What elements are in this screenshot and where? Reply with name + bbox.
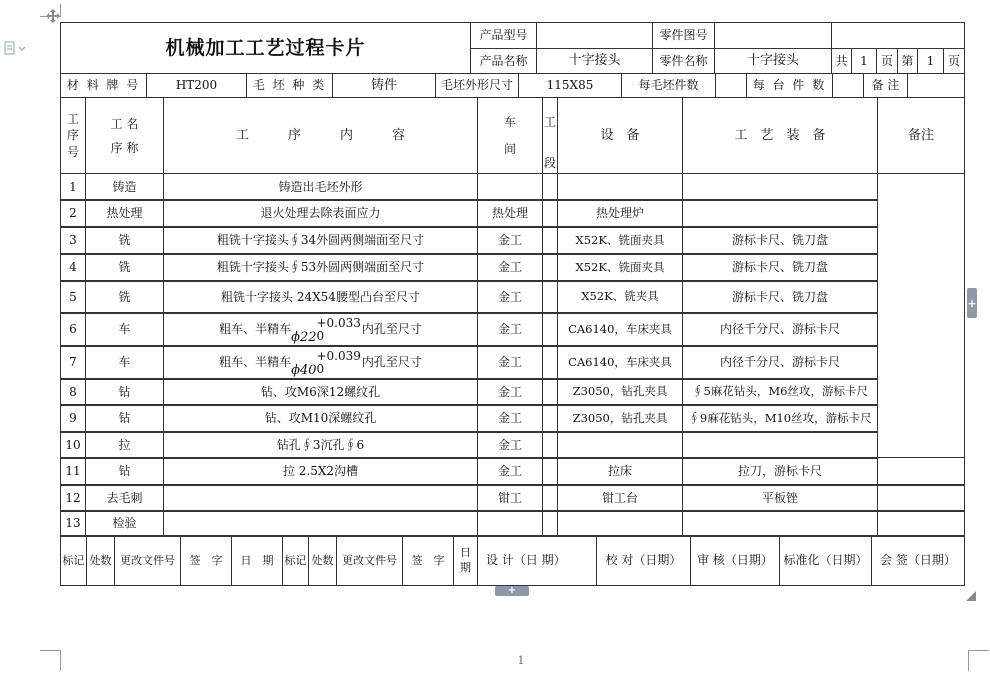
- row-remark[interactable]: [877, 484, 965, 512]
- column-workshop-header: [477, 97, 543, 174]
- diameter-value: ϕ40: [291, 363, 317, 379]
- row-name[interactable]: 去毛刺: [85, 484, 164, 512]
- row-tooling[interactable]: ∮5麻花钻头，M6丝攻，游标卡尺: [682, 378, 878, 406]
- page-title: 机械加工工艺过程卡片: [60, 22, 471, 74]
- page-unit: 页: [943, 48, 965, 74]
- row-workshop[interactable]: 金工: [477, 345, 543, 380]
- row-content[interactable]: [163, 484, 478, 512]
- row-remark[interactable]: [877, 510, 965, 537]
- column-name-header: [85, 97, 164, 174]
- row-section[interactable]: [542, 404, 558, 433]
- footer-date-char: 期: [460, 560, 471, 574]
- row-tooling[interactable]: [682, 510, 878, 537]
- row-no[interactable]: 2: [60, 199, 86, 228]
- row-name[interactable]: 钻: [85, 404, 164, 433]
- column-seq-char: 号: [66, 144, 79, 159]
- row-tooling[interactable]: [682, 199, 878, 228]
- row-workshop[interactable]: 金工: [477, 226, 543, 255]
- content-text: 内孔至尺寸: [361, 322, 422, 337]
- expand-right-handle[interactable]: +: [967, 288, 977, 318]
- row-name[interactable]: 车: [85, 345, 164, 380]
- page-number: 1: [517, 654, 525, 667]
- expand-bottom-handle[interactable]: +: [495, 586, 529, 596]
- row-name[interactable]: 钻: [85, 378, 164, 406]
- row-no[interactable]: 7: [60, 345, 86, 380]
- resize-corner-icon[interactable]: [966, 586, 976, 596]
- content-text: 粗车、半精车: [219, 322, 292, 337]
- row-no[interactable]: 13: [60, 510, 86, 537]
- row-no[interactable]: 4: [60, 253, 86, 282]
- column-seq-char: 工: [66, 112, 79, 127]
- per-blank-value[interactable]: [715, 73, 747, 98]
- product-name-value[interactable]: 十字接头: [536, 48, 653, 74]
- row-workshop[interactable]: [477, 173, 543, 201]
- material-grade-label: 材 料 牌 号: [60, 73, 147, 98]
- row-section[interactable]: [542, 345, 558, 380]
- column-equipment-header: 设 备: [557, 97, 683, 174]
- row-workshop[interactable]: 金工: [477, 457, 543, 486]
- blank-size-value[interactable]: 115X85: [518, 73, 622, 98]
- row-no[interactable]: 5: [60, 280, 86, 314]
- tolerance-upper: +0.039: [316, 348, 361, 363]
- row-equipment[interactable]: [557, 510, 683, 537]
- row-equipment[interactable]: Z3050，钻孔夹具: [557, 404, 683, 433]
- row-tooling[interactable]: 游标卡尺、铣刀盘: [682, 280, 878, 314]
- row-name[interactable]: 检验: [85, 510, 164, 537]
- document-icon[interactable]: [4, 40, 26, 54]
- row-equipment[interactable]: X52K、铣面夹具: [557, 253, 683, 282]
- row-tooling[interactable]: 游标卡尺、铣刀盘: [682, 253, 878, 282]
- part-drawing-label: 零件图号: [652, 22, 715, 49]
- row-no[interactable]: 10: [60, 431, 86, 459]
- page-value[interactable]: 1: [917, 48, 944, 74]
- row-no[interactable]: 9: [60, 404, 86, 433]
- row-section[interactable]: [542, 312, 558, 347]
- row-workshop[interactable]: 金工: [477, 253, 543, 282]
- footer-standard: 标准化（日期）: [779, 535, 872, 586]
- product-model-label: 产品型号: [470, 22, 537, 49]
- row-workshop[interactable]: 金工: [477, 280, 543, 314]
- row-no[interactable]: 8: [60, 378, 86, 406]
- row-equipment[interactable]: [557, 173, 683, 201]
- row-name[interactable]: 热处理: [85, 199, 164, 228]
- row-section[interactable]: [542, 484, 558, 512]
- row-equipment[interactable]: X52K、铣面夹具: [557, 226, 683, 255]
- row-workshop[interactable]: 热处理: [477, 199, 543, 228]
- per-unit-value[interactable]: [832, 73, 864, 98]
- row-section[interactable]: [542, 226, 558, 255]
- row-remark[interactable]: [877, 457, 965, 486]
- product-name-label: 产品名称: [470, 48, 537, 74]
- row-workshop[interactable]: 金工: [477, 404, 543, 433]
- total-unit: 页: [876, 48, 898, 74]
- remark-value[interactable]: [907, 73, 965, 98]
- row-section[interactable]: [542, 199, 558, 228]
- row-content[interactable]: 钻孔∮3沉孔∮6: [163, 431, 478, 459]
- remark-label: 备 注: [863, 73, 908, 98]
- crop-mark: [40, 4, 61, 17]
- row-tooling[interactable]: 平板锉: [682, 484, 878, 512]
- total-value[interactable]: 1: [851, 48, 877, 74]
- row-content[interactable]: 粗铣十字接头 24X54腰型凸台至尺寸: [163, 280, 478, 314]
- row-section[interactable]: [542, 510, 558, 537]
- column-seq-header: [60, 97, 86, 174]
- footer-countersign: 会 签（日期）: [871, 535, 965, 586]
- column-workshop-char: 间: [503, 141, 516, 156]
- row-content[interactable]: 钻、攻M10深螺纹孔: [163, 404, 478, 433]
- row-workshop[interactable]: 金工: [477, 431, 543, 459]
- remark-merged-cell[interactable]: [877, 173, 965, 458]
- row-content[interactable]: [163, 510, 478, 537]
- row-workshop[interactable]: 金工: [477, 312, 543, 347]
- row-section[interactable]: [542, 173, 558, 201]
- row-no[interactable]: 11: [60, 457, 86, 486]
- blank-size-label: 毛坯外形尺寸: [435, 73, 519, 98]
- material-grade-value[interactable]: HT200: [146, 73, 247, 98]
- row-equipment[interactable]: CA6140，车床夹具: [557, 312, 683, 347]
- part-name-value[interactable]: 十字接头: [714, 48, 832, 74]
- footer-date-1: 日 期: [231, 535, 283, 586]
- footer-date-2: [453, 535, 478, 586]
- row-section[interactable]: [542, 431, 558, 459]
- page-label: 第: [897, 48, 918, 74]
- column-content-header: 工 序 内 容: [163, 97, 478, 174]
- row-name[interactable]: 钻: [85, 457, 164, 486]
- row-no[interactable]: 12: [60, 484, 86, 512]
- part-drawing-value[interactable]: [714, 22, 832, 49]
- tolerance-lower: 0: [316, 361, 325, 376]
- row-content[interactable]: 退火处理去除表面应力: [163, 199, 478, 228]
- total-label: 共: [831, 48, 852, 74]
- row-equipment[interactable]: 拉床: [557, 457, 683, 486]
- footer-check: 校 对（日期）: [596, 535, 691, 586]
- footer-design: 设 计（日 期）: [477, 535, 597, 586]
- row-workshop[interactable]: 钳工: [477, 484, 543, 512]
- row-name[interactable]: 铣: [85, 253, 164, 282]
- row-equipment[interactable]: Z3050，钻孔夹具: [557, 378, 683, 406]
- column-section-char: 段: [543, 155, 556, 170]
- column-section-char: 工: [543, 115, 556, 129]
- row-name[interactable]: 铣: [85, 226, 164, 255]
- row-name[interactable]: 铸造: [85, 173, 164, 201]
- crop-mark: [40, 650, 61, 671]
- content-text: 内孔至尺寸: [361, 355, 422, 370]
- footer-place-1: 处数: [86, 535, 115, 586]
- row-section[interactable]: [542, 253, 558, 282]
- row-tooling[interactable]: ∮9麻花钻头，M10丝攻，游标卡尺: [682, 404, 878, 433]
- footer-mark-1: 标记: [60, 535, 87, 586]
- row-section[interactable]: [542, 457, 558, 486]
- row-tooling[interactable]: 内径千分尺、游标卡尺: [682, 312, 878, 347]
- row-content[interactable]: [163, 345, 478, 380]
- content-text: 粗车、半精车: [219, 355, 292, 370]
- footer-docno-1: 更改文件号: [114, 535, 181, 586]
- row-equipment[interactable]: CA6140，车床夹具: [557, 345, 683, 380]
- column-section-header: [542, 97, 558, 174]
- footer-date-char: 日: [460, 546, 471, 560]
- footer-review: 审 核（日期）: [690, 535, 780, 586]
- blank-type-value[interactable]: 铸件: [332, 73, 436, 98]
- row-workshop[interactable]: [477, 510, 543, 537]
- row-equipment[interactable]: 热处理炉: [557, 199, 683, 228]
- per-unit-label: 每 台 件 数: [746, 73, 833, 98]
- row-tooling[interactable]: [682, 173, 878, 201]
- header-blank-cell: [831, 22, 965, 49]
- row-section[interactable]: [542, 280, 558, 314]
- column-name-line: 工 名: [110, 116, 139, 131]
- crop-mark: [968, 650, 989, 671]
- footer-sign-1: 签 字: [180, 535, 232, 586]
- row-content[interactable]: 粗铣十字接头∮53外圆两侧端面至尺寸: [163, 253, 478, 282]
- row-tooling[interactable]: [682, 431, 878, 459]
- row-tooling[interactable]: 内径千分尺、游标卡尺: [682, 345, 878, 380]
- footer-docno-2: 更改文件号: [336, 535, 403, 586]
- column-workshop-char: 车: [503, 115, 516, 130]
- blank-type-label: 毛 坯 种 类: [246, 73, 333, 98]
- column-name-line: 序 称: [110, 140, 139, 155]
- row-equipment[interactable]: 钳工台: [557, 484, 683, 512]
- row-name[interactable]: 拉: [85, 431, 164, 459]
- row-equipment[interactable]: X52K、铣夹具: [557, 280, 683, 314]
- row-section[interactable]: [542, 378, 558, 406]
- row-content[interactable]: [163, 312, 478, 347]
- row-content[interactable]: 粗铣十字接头∮34外圆两侧端面至尺寸: [163, 226, 478, 255]
- row-workshop[interactable]: 金工: [477, 378, 543, 406]
- footer-sign-2: 签 字: [402, 535, 454, 586]
- row-name[interactable]: 车: [85, 312, 164, 347]
- row-no[interactable]: 3: [60, 226, 86, 255]
- row-equipment[interactable]: [557, 431, 683, 459]
- row-content[interactable]: 钻、攻M6深12螺纹孔: [163, 378, 478, 406]
- footer-mark-2: 标记: [282, 535, 309, 586]
- row-content[interactable]: 铸造出毛坯外形: [163, 173, 478, 201]
- tolerance-lower: 0: [316, 328, 325, 343]
- column-seq-char: 序: [66, 128, 79, 143]
- product-model-value[interactable]: [536, 22, 653, 49]
- footer-place-2: 处数: [308, 535, 337, 586]
- row-content[interactable]: 拉 2.5X2沟槽: [163, 457, 478, 486]
- row-tooling[interactable]: 拉刀，游标卡尺: [682, 457, 878, 486]
- row-tooling[interactable]: 游标卡尺、铣刀盘: [682, 226, 878, 255]
- diameter-value: ϕ22: [291, 330, 317, 346]
- row-name[interactable]: 铣: [85, 280, 164, 314]
- column-remark-header: 备注: [877, 97, 965, 174]
- tolerance-upper: +0.033: [316, 315, 361, 330]
- part-name-label: 零件名称: [652, 48, 715, 74]
- column-tooling-header: 工 艺 装 备: [682, 97, 878, 174]
- per-blank-label: 每毛坯件数: [621, 73, 716, 98]
- row-no[interactable]: 1: [60, 173, 86, 201]
- row-no[interactable]: 6: [60, 312, 86, 347]
